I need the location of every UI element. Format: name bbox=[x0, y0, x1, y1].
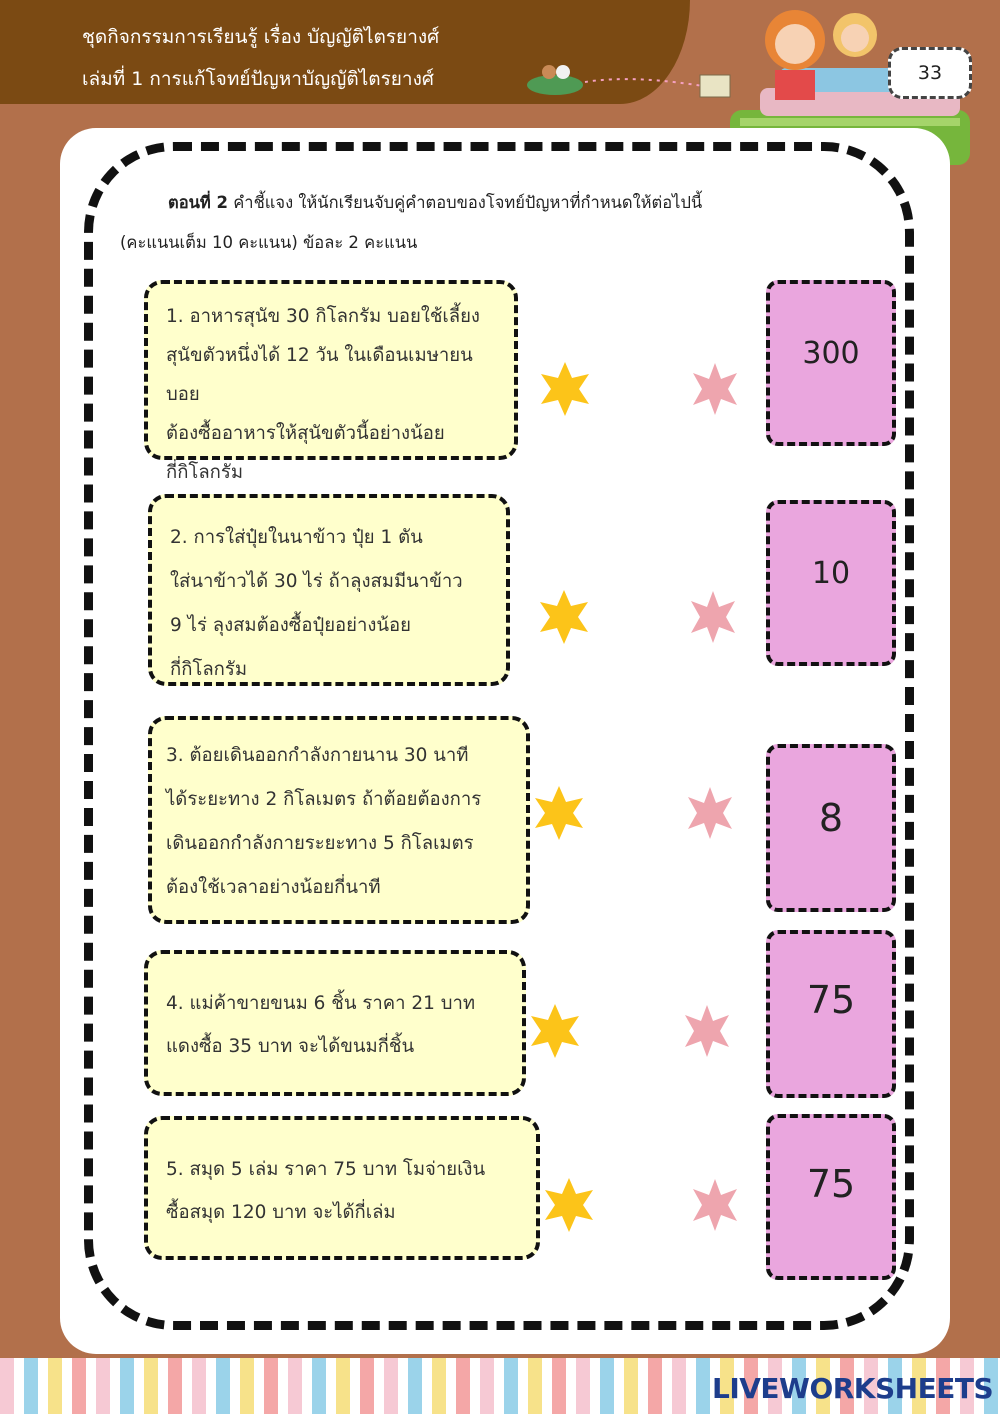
question-line: 3. ต้อยเดินออกกำลังกายนาน 30 นาที bbox=[166, 745, 469, 766]
question-line: ต้องซื้ออาหารให้สุนัขตัวนี้อย่างน้อย bbox=[166, 423, 445, 444]
part-label: ตอนที่ 2 bbox=[168, 193, 229, 212]
match-star-left-1[interactable] bbox=[536, 360, 594, 418]
header-title: ชุดกิจกรรมการเรียนรู้ เรื่อง บัญญัติไตรยางศ์ bbox=[82, 26, 440, 48]
question-line: 5. สมุด 5 เล่ม ราคา 75 บาท โมจ่ายเงิน bbox=[166, 1159, 486, 1180]
question-box-4 bbox=[144, 950, 526, 1096]
question-line: แดงซื้อ 35 บาท จะได้ขนมกี่ชิ้น bbox=[166, 1036, 415, 1057]
instruction-text: คำชี้แจง ให้นักเรียนจับคู่คำตอบของโจทย์ปัญหาที่กำหนดให้ต่อไปนี้ bbox=[228, 193, 703, 212]
question-line: 2. การใส่ปุ๋ยในนาข้าว ปุ๋ย 1 ตัน bbox=[170, 527, 423, 548]
match-star-left-4[interactable] bbox=[526, 1002, 584, 1060]
answer-box-5: 75 bbox=[766, 1114, 896, 1280]
question-line: 4. แม่ค้าขายขนม 6 ชิ้น ราคา 21 บาท bbox=[166, 993, 476, 1014]
question-box-1 bbox=[144, 280, 518, 483]
answer-box-3: 8 bbox=[766, 744, 896, 912]
header-subtitle: เล่มที่ 1 การแก้โจทย์ปัญหาบัญญัติไตรยางศ์ bbox=[82, 68, 434, 90]
match-star-right-2[interactable] bbox=[684, 588, 742, 646]
liveworksheets-logo[interactable]: LIVEWORKSHEETS bbox=[712, 1372, 994, 1405]
question-box-2 bbox=[148, 494, 510, 686]
question-line: กี่กิโลกรัม bbox=[166, 462, 244, 483]
question-line: สุนัขตัวหนึ่งได้ 12 วัน ในเดือนเมษายนบอย bbox=[166, 345, 473, 405]
match-star-right-4[interactable] bbox=[678, 1002, 736, 1060]
question-line: 9 ไร่ ลุงสมต้องซื้อปุ๋ยอย่างน้อย bbox=[170, 615, 412, 636]
answer-box-2: 10 bbox=[766, 500, 896, 666]
question-line: เดินออกกำลังกายระยะทาง 5 กิโลเมตร bbox=[166, 833, 474, 854]
match-star-right-5[interactable] bbox=[686, 1176, 744, 1234]
question-box-5 bbox=[144, 1116, 540, 1260]
question-line: กี่กิโลกรัม bbox=[170, 659, 248, 680]
match-star-right-3[interactable] bbox=[681, 784, 739, 842]
match-star-left-2[interactable] bbox=[535, 588, 593, 646]
match-star-left-5[interactable] bbox=[540, 1176, 598, 1234]
question-line: ใส่นาข้าวได้ 30 ไร่ ถ้าลุงสมมีนาข้าว bbox=[170, 571, 463, 592]
question-line: ได้ระยะทาง 2 กิโลเมตร ถ้าต้อยต้องการ bbox=[166, 789, 482, 810]
instruction-line-2: (คะแนนเต็ม 10 คะแนน) ข้อละ 2 คะแนน bbox=[120, 233, 418, 252]
match-star-right-1[interactable] bbox=[686, 360, 744, 418]
instruction-line-1 bbox=[168, 190, 702, 216]
airplane-illustration bbox=[515, 60, 735, 105]
question-box-3 bbox=[148, 716, 530, 924]
answer-box-4: 75 bbox=[766, 930, 896, 1098]
page-number: 33 bbox=[888, 47, 972, 99]
match-star-left-3[interactable] bbox=[530, 784, 588, 842]
question-line: ต้องใช้เวลาอย่างน้อยกี่นาที bbox=[166, 877, 381, 898]
question-line: 1. อาหารสุนัข 30 กิโลกรัม บอยใช้เลี้ยง bbox=[166, 306, 480, 327]
answer-box-1: 300 bbox=[766, 280, 896, 446]
question-line: ซื้อสมุด 120 บาท จะได้กี่เล่ม bbox=[166, 1202, 396, 1223]
